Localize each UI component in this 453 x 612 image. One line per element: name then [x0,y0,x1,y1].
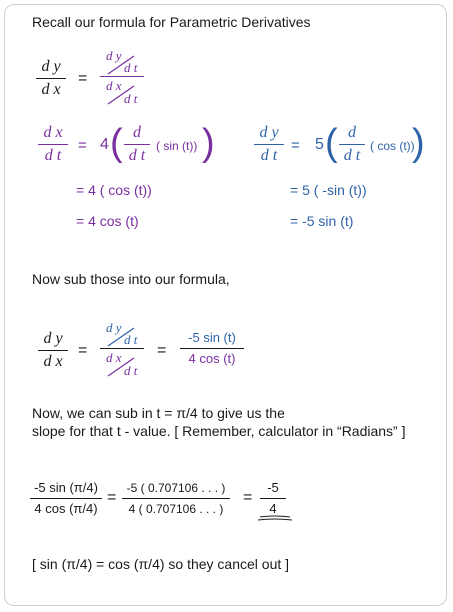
right-coef: 5 [315,136,324,153]
left-lhs [38,124,68,165]
right-close-paren: ) [412,122,425,164]
answer-underline [258,515,298,525]
left-lhs-num: d x [43,124,63,141]
final-eq1: = [107,489,117,506]
right-lhs-den: d t [260,147,278,164]
right-lhs [254,124,284,165]
right-line2: = 5 ( -sin (t)) [290,182,367,198]
formula-compound-fraction [100,44,146,108]
right-d-den: d t [343,147,361,164]
final-c [260,480,286,517]
sub-dxdt-top: d x [106,350,122,365]
sub-dydt-bot: d t [124,332,138,347]
left-eq1: = [78,137,87,154]
formula-dxdt-top: d x [106,78,122,93]
cancel-note: [ sin (π/4) = cos (π/4) so they cancel out ] [32,556,290,572]
final-b-num: -5 ( 0.707106 . . . ) [126,481,226,495]
formula-dydx [36,58,66,99]
left-coef: 4 [100,136,109,153]
formula-dydt-bot: d t [124,60,138,75]
final-b-den: 4 ( 0.707106 . . . ) [128,502,224,516]
sub-text: Now sub those into our formula, [32,271,230,287]
left-d-dt [124,124,150,165]
left-line2: = 4 ( cos (t)) [76,182,152,198]
sub-result-den: 4 cos (t) [188,351,236,366]
sub-dxdt-bot: d t [124,363,138,378]
sub-compound-fraction [100,318,146,382]
sub-eq1: = [78,342,88,359]
right-open-paren: ( [325,122,338,164]
sub-dx: d x [43,353,63,370]
final-c-den: 4 [269,501,277,516]
left-d-num: d [133,124,141,141]
now-line-1: Now, we can sub in t = π/4 to give us the [32,405,285,421]
right-eq1: = [291,137,300,154]
final-c-num: -5 [267,480,279,495]
formula-dxdt-bot: d t [124,91,138,106]
formula-equals: = [78,70,88,87]
right-func: ( cos (t)) [370,139,415,153]
right-lhs-num: d y [259,124,279,141]
left-d-den: d t [128,147,146,164]
left-lhs-den: d t [44,147,62,164]
right-line3: = -5 sin (t) [290,213,354,229]
sub-dydx [38,330,68,371]
left-open-paren: ( [110,122,123,164]
sub-result [180,330,244,367]
left-func: ( sin (t)) [156,139,198,153]
formula-dx: d x [41,81,61,98]
final-a-num: -5 sin (π/4) [34,480,98,495]
final-b [122,480,230,517]
formula-dy: d y [41,58,61,75]
final-a [30,480,102,517]
sub-dy: d y [43,330,63,347]
left-close-paren: ) [202,122,215,164]
sub-result-num: -5 sin (t) [188,330,236,345]
intro-text: Recall our formula for Parametric Derivatives [32,14,311,30]
sub-dydt-top: d y [106,320,122,335]
formula-dydt-top: d y [106,48,122,63]
now-line-2: slope for that t - value. [ Remember, calculator in “Radians” ] [32,423,406,439]
final-a-den: 4 cos (π/4) [34,501,98,516]
final-eq2: = [243,489,253,506]
sub-eq2: = [157,342,167,359]
right-d-num: d [348,124,356,141]
right-d-dt [339,124,365,165]
left-line3: = 4 cos (t) [76,213,139,229]
